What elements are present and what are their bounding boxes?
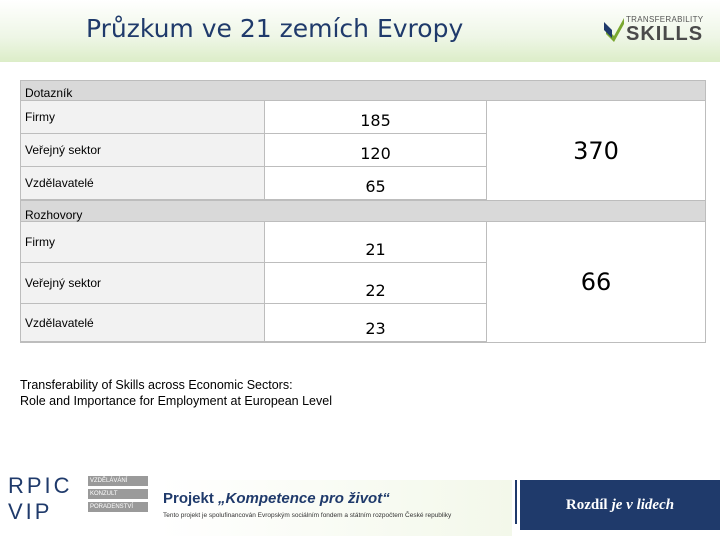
row-label: Veřejný sektor	[21, 263, 265, 303]
footer-divider	[515, 480, 517, 524]
row-label: Vzdělavatelé	[21, 304, 265, 341]
row-label: Firmy	[21, 101, 265, 133]
survey-table	[20, 80, 706, 343]
section-header-interviews: Rozhovory	[21, 200, 705, 222]
slogan-part-1: Rozdíl	[565, 496, 608, 513]
questionnaire-block	[21, 101, 705, 200]
logo-big-text: SKILLS	[626, 23, 704, 45]
caption-line-2: Role and Importance for Employment at European Level	[20, 394, 332, 408]
row-value: 21	[265, 222, 487, 262]
questionnaire-total: 370	[487, 101, 705, 200]
row-label: Vzdělavatelé	[21, 167, 265, 199]
project-name: „Kompetence pro život“	[218, 490, 390, 507]
row-value: 22	[265, 263, 487, 303]
caption	[20, 377, 440, 409]
rpic-tag: PORADENSTVÍ	[88, 502, 148, 512]
rpic-logo-line-2: VIP	[8, 499, 53, 524]
rpic-tag: KONZULT	[88, 489, 148, 499]
caption-line-1: Transferability of Skills across Economic Sectors:	[20, 378, 293, 392]
checkmark-icon	[604, 14, 626, 44]
row-value: 23	[265, 304, 487, 341]
rpic-tag: VZDĚLÁVÁNÍ	[88, 476, 148, 486]
logo-small-text: TRANSFERABILITY	[626, 15, 704, 24]
section-header-questionnaire: Dotazník	[21, 81, 705, 101]
row-value: 120	[265, 134, 487, 166]
rpic-tags	[88, 476, 148, 515]
project-funding-text: Tento projekt je spolufinancován Evropským sociálním fondem a státním rozpočtem České republiky	[163, 512, 452, 519]
row-label: Firmy	[21, 222, 265, 262]
project-box	[160, 480, 512, 536]
row-label: Veřejný sektor	[21, 134, 265, 166]
slogan-banner	[520, 480, 720, 530]
footer	[0, 460, 720, 540]
row-value: 65	[265, 167, 487, 199]
slogan-part-2: je v lidech	[611, 496, 675, 513]
rpic-logo-line-1: RPIC	[8, 473, 73, 498]
project-prefix: Projekt	[163, 490, 219, 507]
page-title: Průzkum ve 21 zemích Evropy	[86, 14, 464, 43]
rpic-vip-logo	[8, 473, 134, 524]
interviews-block	[21, 222, 705, 342]
transferability-skills-logo	[604, 12, 704, 48]
row-value: 185	[265, 101, 487, 133]
project-title	[163, 490, 512, 507]
interviews-total: 66	[487, 222, 705, 342]
